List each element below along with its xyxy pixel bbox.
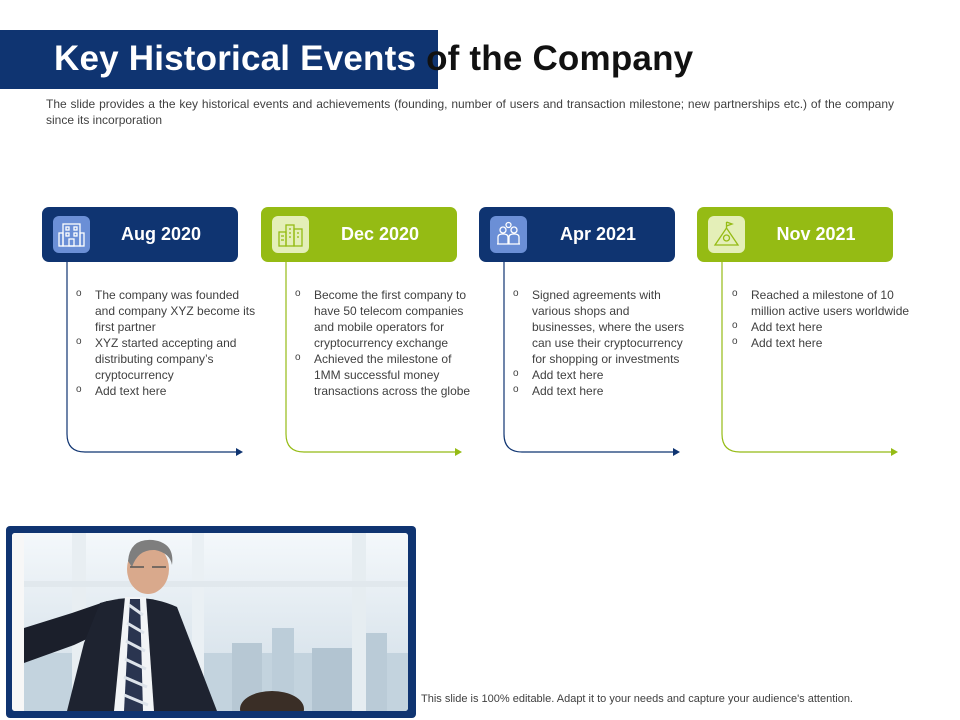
list-item: o Add text here [513, 367, 693, 383]
list-item: o Reached a milestone of 10 million active users worldwide [732, 287, 912, 319]
event-date: Nov 2021 [776, 224, 856, 244]
event-date: Aug 2020 [120, 224, 202, 244]
mountain-flag-icon [708, 216, 745, 253]
page-title [54, 39, 693, 79]
list-item: o Add text here [732, 319, 912, 335]
event-date: Dec 2020 [340, 224, 420, 244]
list-item: o XYZ started accepting and distributing company’s cryptocurrency [76, 335, 256, 383]
event-bullets-dec-2020 [295, 287, 475, 399]
list-item: o Achieved the milestone of 1MM successful money transactions across the globe [295, 351, 475, 399]
list-item: o Signed agreements with various shops and businesses, where the users can use their cryptocurrency for shopping or investments [513, 287, 693, 367]
list-item: o Become the first company to have 50 telecom companies and mobile operators for cryptocurrency exchange [295, 287, 475, 351]
event-bullets-apr-2021 [513, 287, 693, 399]
team-network-icon [490, 216, 527, 253]
list-item: o Add text here [76, 383, 256, 399]
event-card-dec-2020 [261, 207, 457, 262]
subtitle: The slide provides a the key historical events and achievements (founding, number of users and transaction milestone; new partnerships etc.) of the company since its incorporation [46, 97, 894, 127]
list-item: o The company was founded and company XYZ become its first partner [76, 287, 256, 335]
office-building-icon [53, 216, 90, 253]
city-buildings-icon [272, 216, 309, 253]
list-item: o Add text here [513, 383, 693, 399]
event-card-nov-2021 [697, 207, 893, 262]
event-date: Apr 2021 [559, 224, 637, 244]
title-rest-text: of the Company [416, 39, 694, 78]
list-item: o Add text here [732, 335, 912, 351]
presenter-photo [12, 533, 408, 711]
footer-note: This slide is 100% editable. Adapt it to your needs and capture your audience's attention. [421, 693, 853, 705]
event-bullets-aug-2020 [76, 287, 256, 399]
event-card-apr-2021 [479, 207, 675, 262]
event-bullets-nov-2021 [732, 287, 912, 351]
event-card-aug-2020 [42, 207, 238, 262]
title-highlight-text: Key Historical Events [54, 39, 417, 78]
